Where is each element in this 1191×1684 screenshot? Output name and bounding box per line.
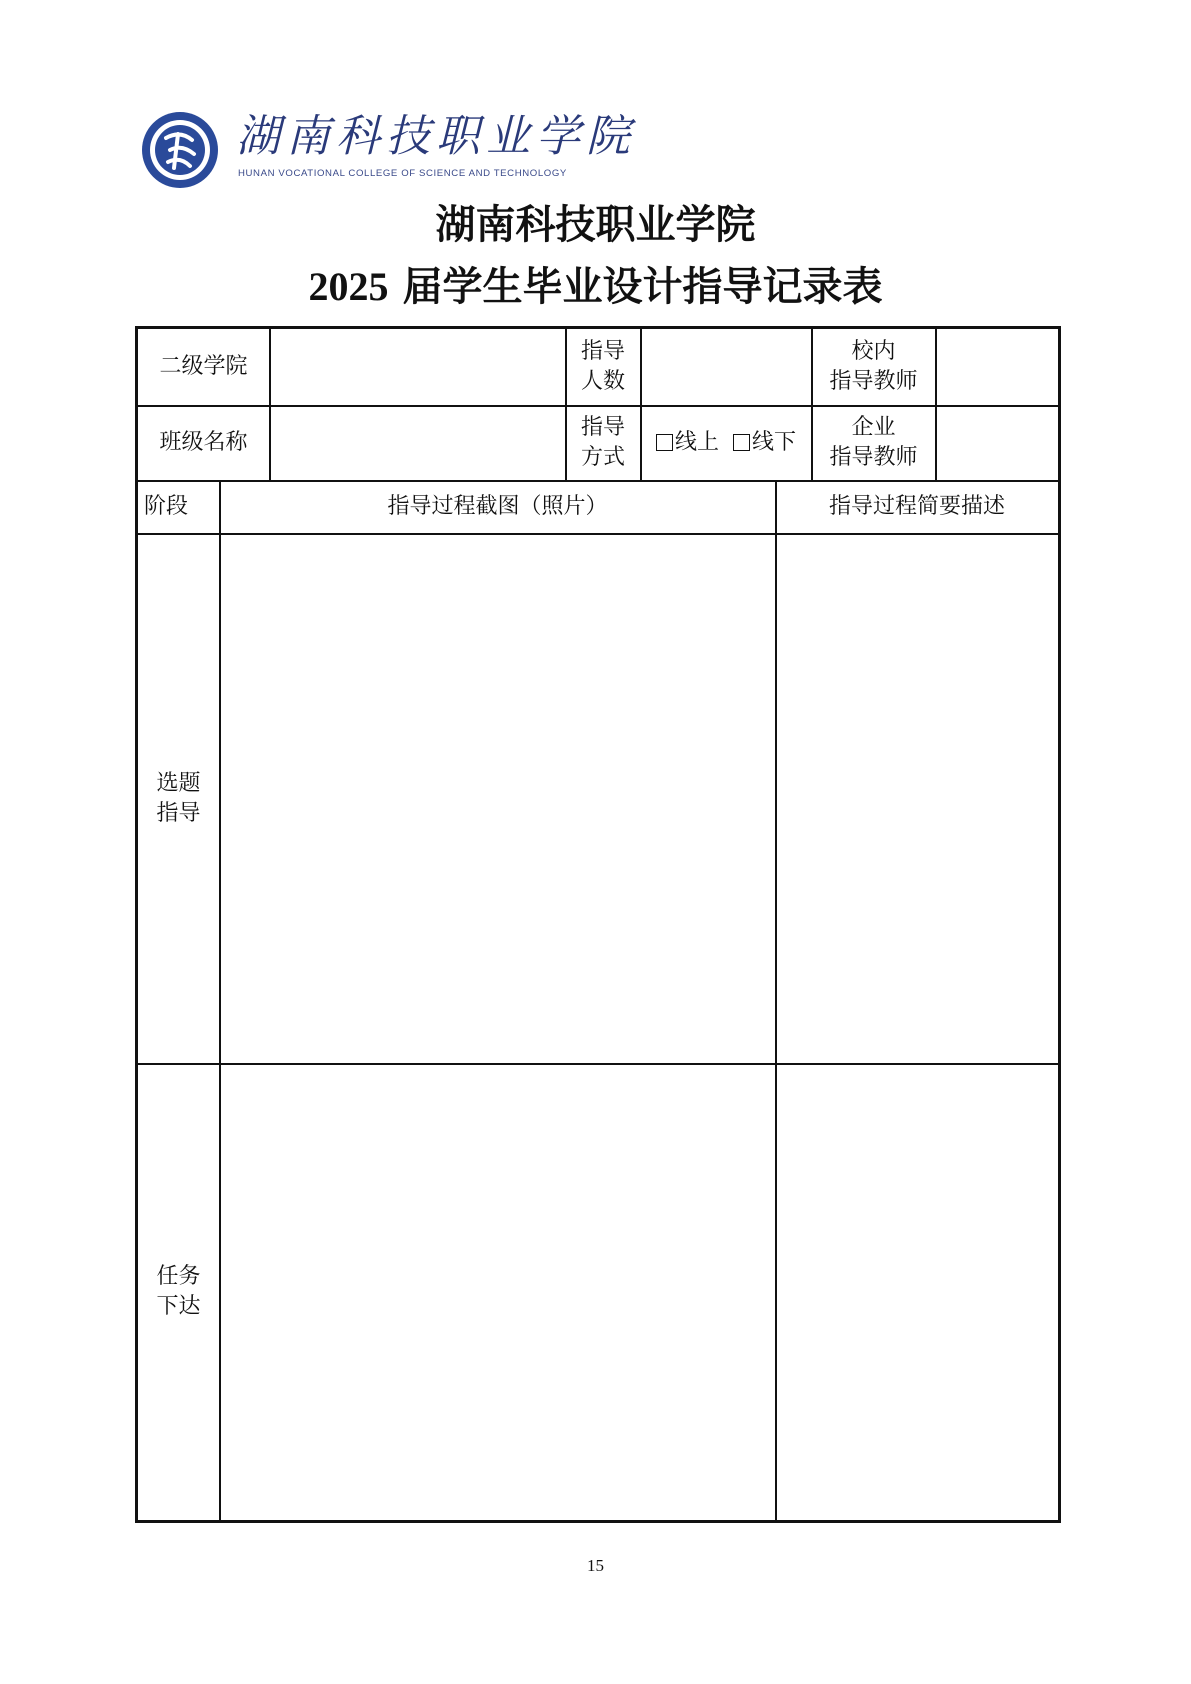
option-offline[interactable]: 线下	[733, 428, 796, 458]
document-title-line1: 湖南科技职业学院	[435, 201, 756, 248]
logo-english-name: HUNAN VOCATIONAL COLLEGE OF SCIENCE AND TECHNOLOGY	[238, 168, 567, 179]
class-name-field[interactable]	[270, 406, 565, 480]
title-rest: 届学生毕业设计指导记录表	[388, 263, 883, 310]
option-online[interactable]: 线上	[656, 428, 719, 458]
offline-checkbox[interactable]	[733, 434, 750, 451]
guidance-count-label: 指导 人数	[580, 339, 625, 394]
stage-topic-selection: 选题 指导	[156, 770, 201, 826]
guidance-mode-label: 指导 方式	[580, 415, 625, 470]
screenshot-column-header: 指导过程截图（照片）	[387, 494, 608, 519]
task-screenshot-area[interactable]	[220, 1064, 775, 1520]
class-name-label: 班级名称	[159, 430, 248, 455]
company-teacher-label: 企业 指导教师	[829, 415, 918, 470]
school-teacher-field[interactable]	[936, 329, 1058, 405]
school-teacher-label: 校内 指导教师	[829, 339, 918, 394]
guidance-count-field[interactable]	[641, 329, 811, 405]
guidance-mode-options	[641, 406, 811, 480]
document-title-line2	[0, 262, 1191, 312]
college-field[interactable]	[270, 329, 565, 405]
college-seal-icon	[140, 110, 220, 190]
description-column-header: 指导过程简要描述	[828, 494, 1005, 519]
company-teacher-field[interactable]	[936, 406, 1058, 480]
college-logo	[140, 110, 636, 190]
stage-column-header: 阶段	[144, 494, 189, 519]
task-description-area[interactable]	[776, 1064, 1058, 1520]
topic-screenshot-area[interactable]	[220, 534, 775, 1063]
page-number: 15	[587, 1556, 604, 1575]
topic-description-area[interactable]	[776, 534, 1058, 1063]
title-year: 2025	[308, 264, 389, 309]
guidance-record-form	[135, 326, 1061, 1523]
online-checkbox[interactable]	[656, 434, 673, 451]
logo-chinese-name: 湖南科技职业学院	[236, 111, 636, 162]
college-label: 二级学院	[159, 354, 248, 379]
stage-task-assignment: 任务 下达	[156, 1264, 201, 1319]
